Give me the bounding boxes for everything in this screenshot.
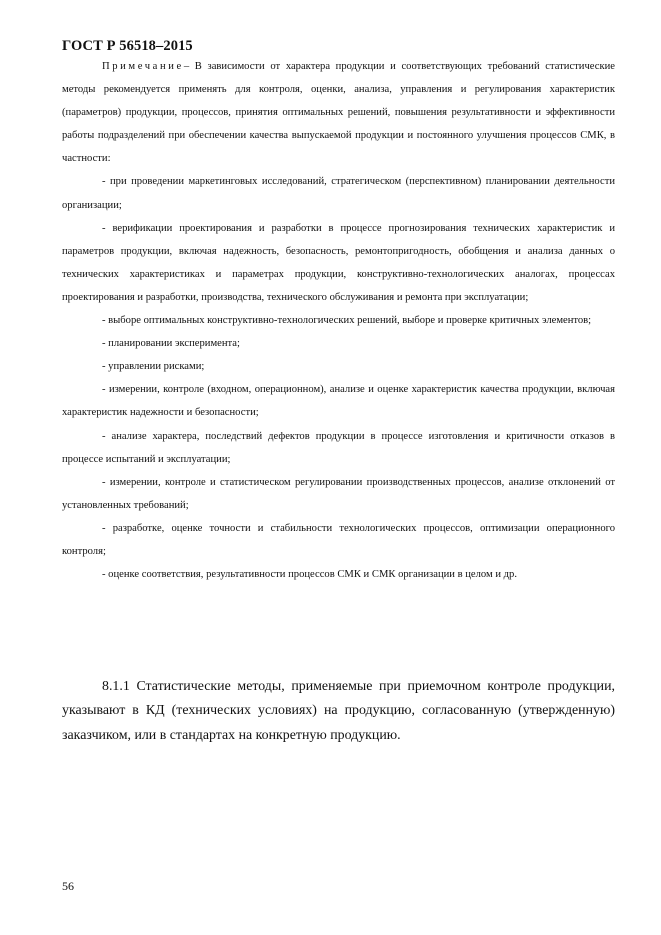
note-list-item: - при проведении маркетинговых исследований, стратегическом (перспективном) планировании деятельности организации; [62,176,615,211]
standard-header: ГОСТ Р 56518–2015 [62,38,193,54]
note-list-item: - верификации проектирования и разработки в процессе прогнозирования технических характеристик и параметров продукции, включая надежность, безопасность, ремонтопригодность, обобщения и анализа данных о технических характеристиках и параметрах продукции, конструктивно-технологических аналогах, процессах проектирования и разработки, производства, технического обслуживания и ремонта при эксплуатации; [62,222,615,303]
note-list-item: - управлении рисками; [102,361,205,373]
page-number: 56 [62,879,74,893]
note-list-item: - выборе оптимальных конструктивно-технологических решений, выборе и проверке критичных элементов; [102,315,592,327]
note-lead-text: – В зависимости от характера продукции и соответствующих требований статистические методы рекомендуется применять для контроля, оценки, анализа, управления и регулирования характеристик (параметров) продукции, процессов, принятия оптимальных решений, повышения результативности и эффективности работы подразделений при обеспечении качества выпускаемой продукции и постоянного улучшения процессов СМК, в частности: [62,61,615,165]
note-list-item: - планировании эксперимента; [102,338,240,350]
note-list-item: - разработке, оценке точности и стабильности технологических процессов, оптимизации операционного контроля; [62,522,615,557]
note-block [62,55,615,586]
note-list-item: - анализе характера, последствий дефектов продукции в процессе изготовления и критичности отказов в процессе испытаний и эксплуатации; [62,430,615,465]
note-list-item: - измерении, контроле и статистическом регулировании производственных процессов, анализе отклонений от установленных требований; [62,476,615,511]
note-lead-paragraph [62,55,615,170]
note-list-item: - измерении, контроле (входном, операционном), анализе и оценке характеристик качества продукции, включая характеристик надежности и безопасности; [62,384,615,419]
note-lead-word: Примечание [102,61,184,72]
note-list-item: - оценке соответствия, результативности процессов СМК и СМК организации в целом и др. [102,569,518,581]
main-text-block [62,675,615,748]
clause-8-1-1-paragraph: 8.1.1 Статистические методы, применяемые при приемочном контроле продукции, указывают в КД (технических условиях) на продукцию, согласованную (утвержденную) заказчиком, или в стандартах на конкретную продукцию. [62,679,615,743]
